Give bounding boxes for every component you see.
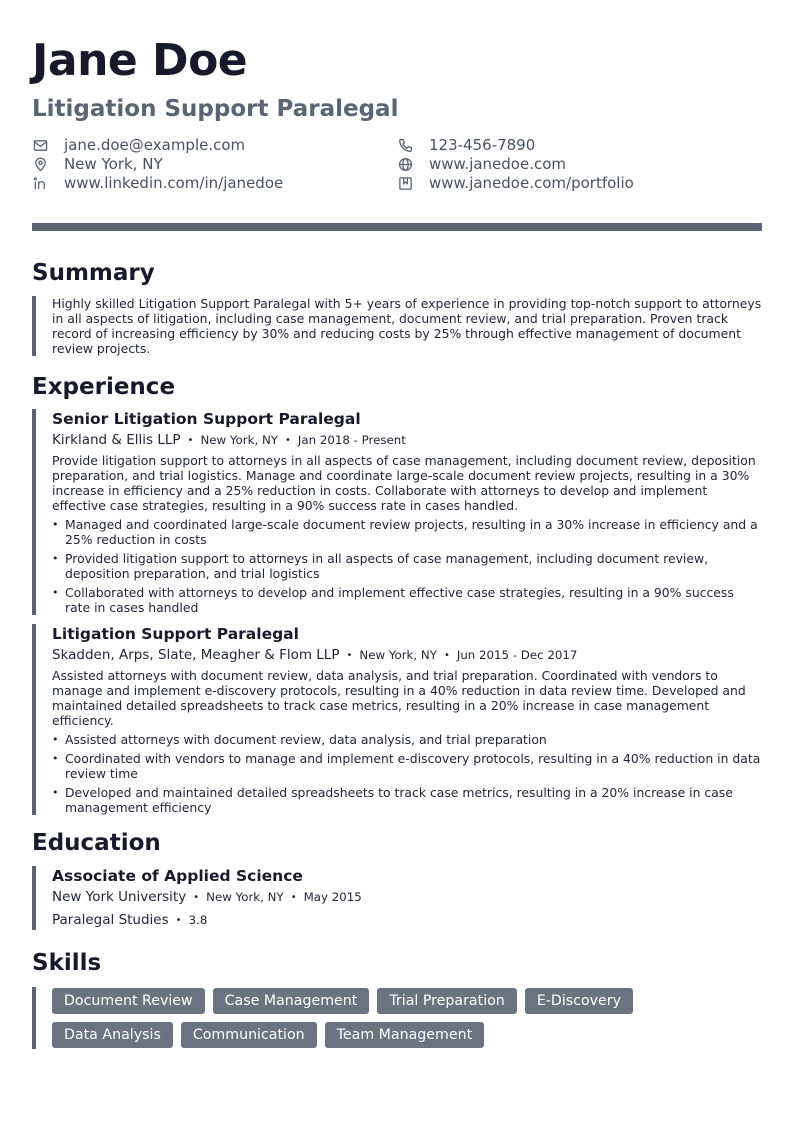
school-location: New York, NY [206,890,284,904]
candidate-name: Jane Doe [32,35,248,86]
skill-tags [52,988,752,1048]
job-bullets [52,517,762,615]
gpa-value: 3.8 [188,913,208,927]
job-entry [32,624,762,815]
contact-text: jane.doe@example.com [64,136,246,154]
portfolio-icon [397,175,413,191]
job-location: New York, NY [359,648,437,662]
job-bullets [52,732,762,815]
graduation-date: May 2015 [303,890,362,904]
contact-email[interactable] [32,136,397,154]
education-heading: Education [32,830,161,856]
contact-website[interactable] [397,155,762,173]
skills-heading: Skills [32,950,102,976]
job-company: Kirkland & Ellis LLP [52,432,181,448]
contact-text: www.janedoe.com/portfolio [429,174,634,192]
phone-icon [397,137,413,153]
job-description: Assisted attorneys with document review, data analysis, and trial preparation. Coordinated with vendors to manage and implement e-discovery protocols, resulting in a 40% reduction in data review time. Developed and maintained detailed spreadsheets to track case metrics, resulting in a 20% increase in case management efficiency. [52,668,746,728]
summary-body [32,296,762,356]
skill-tag: Trial Preparation [377,988,516,1014]
skill-tag: E-Discovery [525,988,633,1014]
skill-tag: Team Management [325,1022,484,1048]
education-meta: New York University • New York, NY • May 2015 [52,889,362,905]
experience-section [32,373,762,819]
contact-portfolio[interactable] [397,174,762,192]
job-location: New York, NY [200,433,278,447]
job-dates: Jan 2018 - Present [297,433,406,447]
linkedin-icon [32,175,48,191]
resume-page [32,32,762,1043]
list-item: • Assisted attorneys with document review, data analysis, and trial preparation [52,732,762,747]
header-divider [32,223,762,231]
globe-icon [397,156,413,172]
skill-tag: Communication [181,1022,317,1048]
school-name: New York University [52,889,187,905]
job-title: Litigation Support Paralegal [52,625,299,643]
contact-list [32,136,762,192]
degree-title: Associate of Applied Science [52,867,303,885]
job-company: Skadden, Arps, Slate, Meagher & Flom LLP [52,647,340,663]
job-meta: Skadden, Arps, Slate, Meagher & Flom LLP • New York, NY • Jun 2015 - Dec 2017 [52,647,578,663]
education-field-row: Paralegal Studies • 3.8 [52,912,208,928]
skill-tag: Case Management [213,988,370,1014]
job-entry [32,409,762,615]
summary-heading: Summary [32,260,155,286]
contact-linkedin[interactable] [32,174,397,192]
job-meta: Kirkland & Ellis LLP • New York, NY • Jan 2018 - Present [52,432,406,448]
skills-body [32,987,762,1049]
contact-text: www.linkedin.com/in/janedoe [64,174,284,192]
experience-heading: Experience [32,374,176,400]
contact-phone[interactable] [397,136,762,154]
list-item: • Coordinated with vendors to manage and implement e-discovery protocols, resulting in a 40% reduction in data review time [52,751,762,781]
list-item: • Developed and maintained detailed spreadsheets to track case metrics, resulting in a 20% increase in case management efficiency [52,785,762,815]
education-entry [32,866,762,930]
skill-tag: Data Analysis [52,1022,173,1048]
skills-section [32,949,762,1049]
location-icon [32,156,48,172]
contact-text: www.janedoe.com [429,155,567,173]
job-dates: Jun 2015 - Dec 2017 [456,648,578,662]
list-item: • Collaborated with attorneys to develop and implement effective case strategies, resulting in a 90% success rate in cases handled [52,585,762,615]
candidate-role: Litigation Support Paralegal [32,96,399,122]
contact-text: New York, NY [64,155,163,173]
job-description: Provide litigation support to attorneys in all aspects of case management, including document review, deposition preparation, and trial logistics. Manage and coordinate large-scale document review projects, resulting in a 30% increase in efficiency and a 25% reduction in costs. Collaborate with attorneys to develop and implement effective case strategies, resulting in a 90% success rate in cases handled. [52,453,756,513]
mail-icon [32,137,48,153]
skill-tag: Document Review [52,988,205,1014]
list-item: • Managed and coordinated large-scale document review projects, resulting in a 30% increase in efficiency and a 25% reduction in costs [52,517,762,547]
list-item: • Provided litigation support to attorneys in all aspects of case management, including document review, deposition preparation, and trial logistics [52,551,762,581]
field-of-study: Paralegal Studies [52,912,169,928]
contact-location [32,155,397,173]
job-title: Senior Litigation Support Paralegal [52,410,361,428]
summary-text: Highly skilled Litigation Support Paralegal with 5+ years of experience in providing top-notch support to attorneys in all aspects of litigation, including case management, document review, and trial preparation. Proven track record of increasing efficiency by 30% and reducing costs by 25% through effective management of document review projects. [52,296,762,356]
education-section [32,829,762,930]
summary-section [32,259,762,356]
contact-text: 123-456-7890 [429,136,536,154]
